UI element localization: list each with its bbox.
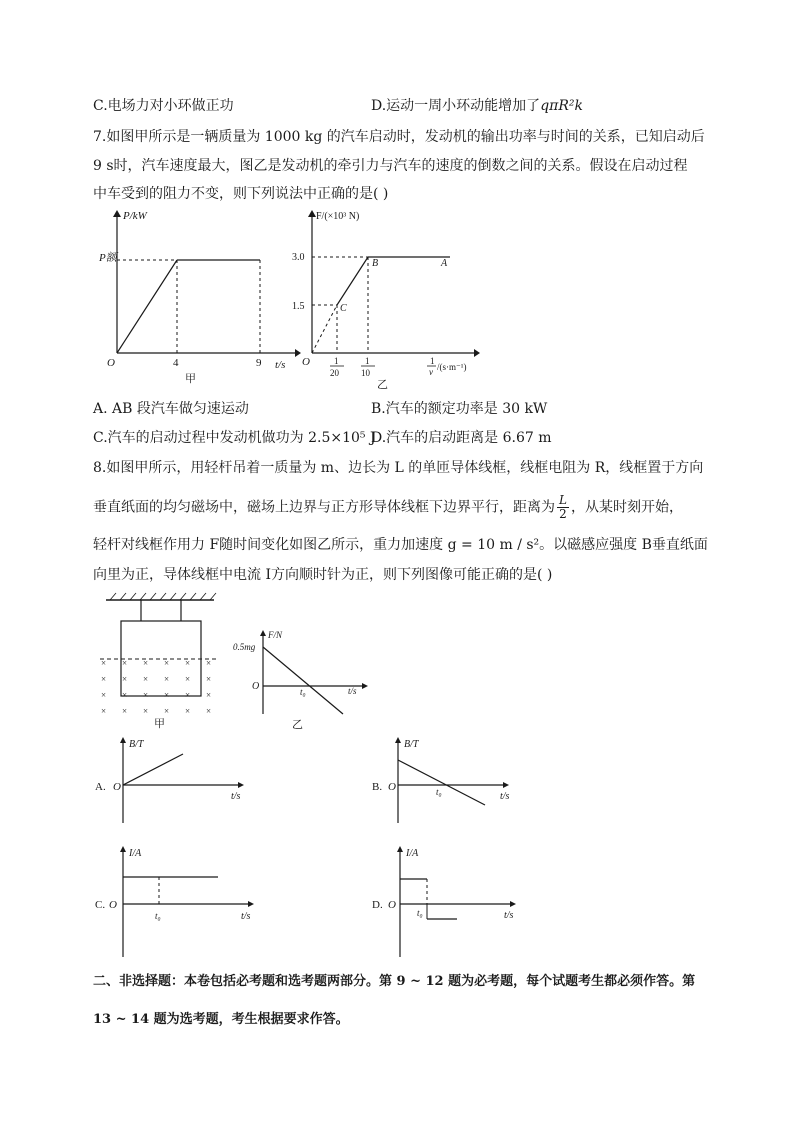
svg-text:×: ×: [101, 658, 107, 668]
q8-stem-line2-pre: 垂直纸面的均匀磁场中，磁场上边界与正方形导体线框下边界平行，距离为: [93, 499, 555, 516]
q7-stem-line2: 9 s时，汽车速度最大，图乙是发动机的牵引力与汽车的速度的倒数之间的关系。假设在启动过程: [93, 158, 688, 174]
q7-jia-tick-9: 9: [256, 357, 262, 369]
graph-a-letter: A.: [95, 781, 106, 793]
svg-text:×: ×: [206, 674, 212, 684]
svg-text:×: ×: [101, 706, 107, 716]
q7-jia-tick-4: 4: [173, 357, 179, 369]
q7-figure-yi: [290, 205, 490, 390]
q7-jia-y-arrow: [113, 210, 121, 217]
q7-yi-y-arrow: [308, 210, 316, 217]
graph-d-ylabel: I/A: [406, 848, 419, 859]
q7-yi-cb-line: [337, 257, 368, 305]
q7-yi-x1-den: 20: [330, 368, 339, 378]
q8-yi-xlabel: t/s: [348, 686, 357, 696]
svg-text:×: ×: [185, 674, 191, 684]
q8-ceiling-hatch: [110, 593, 216, 600]
svg-text:×: ×: [143, 706, 149, 716]
q7-stem-line3: 中车受到的阻力不变，则下列说法中正确的是( ): [93, 186, 389, 202]
svg-text:×: ×: [164, 674, 170, 684]
q6-option-d-expr: qπR²k: [540, 98, 583, 114]
graph-a-xlabel: t/s: [231, 791, 241, 802]
q6-option-d: [371, 96, 583, 116]
q7-jia-p-label: P额: [99, 252, 117, 264]
q7-option-d: D.汽车的启动距离是 6.67 m: [371, 430, 552, 446]
q8-figure-jia: [96, 590, 226, 730]
q7-yi-x2-den: 10: [361, 368, 370, 378]
graph-c-ylabel: I/A: [129, 848, 142, 859]
graph-a-origin: O: [113, 781, 121, 793]
q8-stem-line3: 轻杆对线框作用力 F随时间变化如图乙所示，重力加速度 g = 10 m / s²。以磁感应强度 B垂直纸面: [93, 537, 708, 553]
graph-b-t0: t₀: [436, 787, 442, 797]
graph-b-xlabel: t/s: [500, 791, 510, 802]
q7-yi-xlabel-num: 1: [430, 356, 435, 366]
svg-text:×: ×: [164, 658, 170, 668]
svg-text:×: ×: [206, 658, 212, 668]
graph-d-origin: O: [388, 899, 396, 911]
graph-c-origin: O: [109, 899, 117, 911]
graph-a-ylabel: B/T: [129, 739, 144, 750]
graph-c-letter: C.: [95, 899, 106, 911]
q7-yi-label-a: A: [441, 258, 448, 269]
section2-line2: 13 ~ 14 题为选考题，考生根据要求作答。: [93, 1012, 349, 1027]
q7-yi-label-c: C: [340, 303, 347, 314]
q8-jia-caption: 甲: [154, 718, 165, 730]
q8-graph-b: [370, 735, 540, 825]
svg-text:×: ×: [164, 706, 170, 716]
q7-jia-ramp-line: [117, 260, 177, 353]
q7-jia-origin: O: [107, 357, 115, 369]
q8-yi-t0: t₀: [300, 687, 306, 697]
graph-b-letter: B.: [372, 781, 383, 793]
q6-option-d-text: D.运动一周小环动能增加了: [371, 98, 541, 114]
q6-option-c: C.电场力对小环做正功: [93, 98, 234, 114]
graph-c-xlabel: t/s: [241, 911, 251, 922]
q7-yi-caption: 乙: [377, 379, 388, 390]
q7-figure-jia: [95, 205, 305, 385]
svg-text:×: ×: [164, 690, 170, 700]
graph-c-t0: t₀: [155, 911, 161, 921]
svg-text:×: ×: [185, 658, 191, 668]
q8-yi-caption: 乙: [292, 719, 303, 731]
q7-yi-x1-num: 1: [334, 356, 339, 366]
graph-d-xlabel: t/s: [504, 910, 514, 921]
q7-yi-origin: O: [302, 356, 310, 368]
graph-a-b-line: [123, 754, 183, 785]
svg-text:×: ×: [122, 706, 128, 716]
q7-jia-ylabel: P/kW: [123, 210, 147, 222]
svg-text:×: ×: [122, 690, 128, 700]
q8-yi-ylabel: F/N: [268, 630, 283, 640]
graph-d-t0: t₀: [417, 908, 423, 918]
q7-yi-origin-dash: [312, 305, 337, 353]
graph-b-origin: O: [388, 781, 396, 793]
q7-yi-x-arrow: [474, 349, 480, 357]
q8-stem-line4: 向里为正，导体线框中电流 I方向顺时针为正，则下列图像可能正确的是( ): [93, 567, 553, 583]
svg-text:×: ×: [185, 706, 191, 716]
svg-text:×: ×: [185, 690, 191, 700]
q7-yi-xlabel-den: v: [429, 367, 433, 377]
q7-stem-line1: 7.如图甲所示是一辆质量为 1000 kg 的汽车启动时，发动机的输出功率与时间的关系，已知启动后: [93, 129, 705, 145]
q7-jia-caption: 甲: [185, 373, 196, 385]
q8-graph-c: [93, 843, 273, 960]
q7-jia-xlabel: t/s: [275, 359, 286, 371]
svg-text:×: ×: [122, 658, 128, 668]
q7-yi-x2-num: 1: [365, 356, 370, 366]
q7-option-b: B.汽车的额定功率是 30 kW: [371, 401, 548, 417]
graph-b-b-line: [398, 760, 485, 805]
q8-stem-line2-post: ，从某时刻开始，: [570, 499, 683, 516]
q8-field-crosses: [101, 658, 211, 716]
q7-yi-tick-30: 3.0: [292, 252, 305, 263]
svg-text:×: ×: [101, 674, 107, 684]
q7-option-c: C.汽车的启动过程中发动机做功为 2.5×10⁵ J: [93, 430, 376, 446]
svg-text:×: ×: [206, 706, 212, 716]
svg-text:×: ×: [122, 674, 128, 684]
graph-d-letter: D.: [372, 899, 383, 911]
q7-option-a: A. AB 段汽车做匀速运动: [93, 401, 249, 417]
svg-text:×: ×: [143, 690, 149, 700]
svg-text:×: ×: [101, 690, 107, 700]
svg-text:×: ×: [143, 674, 149, 684]
q8-yi-ylabel-value: 0.5mg: [233, 642, 256, 652]
q8-graph-a: [93, 735, 263, 825]
q8-frac-den: 2: [559, 507, 567, 521]
q7-yi-tick-15: 1.5: [292, 301, 305, 312]
q8-yi-origin: O: [252, 681, 260, 692]
q7-yi-ylabel: F/(×10³ N): [316, 211, 360, 222]
q8-graph-d: [370, 843, 540, 960]
q8-stem-line1: 8.如图甲所示，用轻杆吊着一质量为 m、边长为 L 的单匝导体线框，线框电阻为 R，线框置于方向: [93, 460, 704, 476]
section2-line1: 二、非选择题：本卷包括必考题和选考题两部分。第 9 ~ 12 题为必考题，每个试题考生都必须作答。第: [93, 974, 696, 989]
q8-frac-num: L: [559, 493, 567, 507]
graph-b-ylabel: B/T: [404, 739, 419, 750]
q7-yi-xlabel-unit: /(s·m⁻¹): [437, 362, 467, 372]
svg-text:×: ×: [206, 690, 212, 700]
q8-distance-fraction: [557, 494, 569, 521]
q8-stem-line2: [93, 494, 683, 521]
svg-text:×: ×: [143, 658, 149, 668]
q8-yi-force-line: [263, 647, 343, 714]
q7-yi-label-b: B: [372, 258, 379, 269]
q8-figure-yi: [230, 628, 380, 740]
